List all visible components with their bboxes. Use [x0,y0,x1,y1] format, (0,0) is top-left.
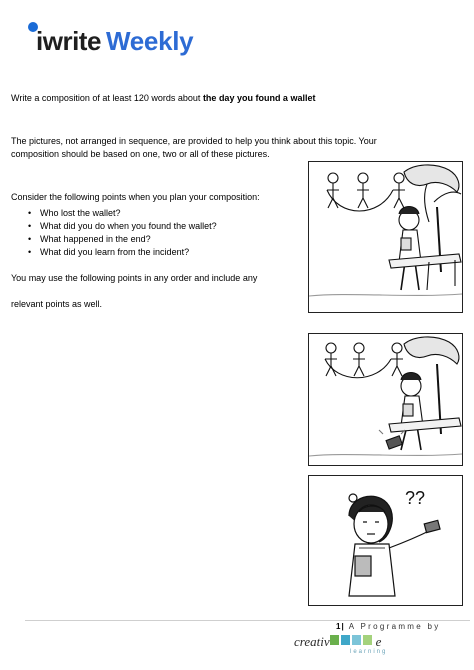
picture-2-illustration [309,334,462,465]
park-bench-girl-picture [308,161,463,313]
logo-text-weekly: Weekly [106,26,194,56]
question-marks-icon: ?? [405,488,426,508]
programme-label: A Programme by [348,622,441,631]
list-item: • What did you do when you found the wallet? [28,220,217,233]
intro-line-1: The pictures, not arranged in sequence, are provided to help you think about this topic. Your [11,136,377,146]
picture-3-illustration [309,476,462,605]
list-item: • Who lost the wallet? [28,207,217,220]
guiding-points-list [28,207,217,259]
intro-line-2: composition should be based on one, two or all of these pictures. [11,149,270,159]
task-instruction [11,92,315,105]
brand-subtitle: learning [350,649,388,655]
footer-divider [25,620,470,621]
task-prefix: Write a composition of at least 120 words about [11,93,203,103]
task-topic: the day you found a wallet [202,93,316,103]
brand-name-suffix: e [375,634,382,650]
girl-holding-wallet-picture [308,475,463,606]
consider-heading: Consider the following points when you plan your composition: [11,192,260,202]
footer-separator: | [341,622,345,631]
creative-learning-logo [294,633,388,663]
wallet-falling-picture [308,333,463,466]
footer-text [336,622,441,631]
list-item: • What happened in the end? [28,233,217,246]
logo-text-iwrite: iwrite [36,26,101,56]
brand-name-prefix: creativ [294,634,330,650]
closing-line-1: You may use the following points in any order and include any [11,273,258,283]
list-item: • What did you learn from the incident? [28,246,217,259]
picture-1-illustration [309,162,462,312]
closing-line-2: relevant points as well. [11,299,103,309]
page-number: 1 [336,622,342,631]
